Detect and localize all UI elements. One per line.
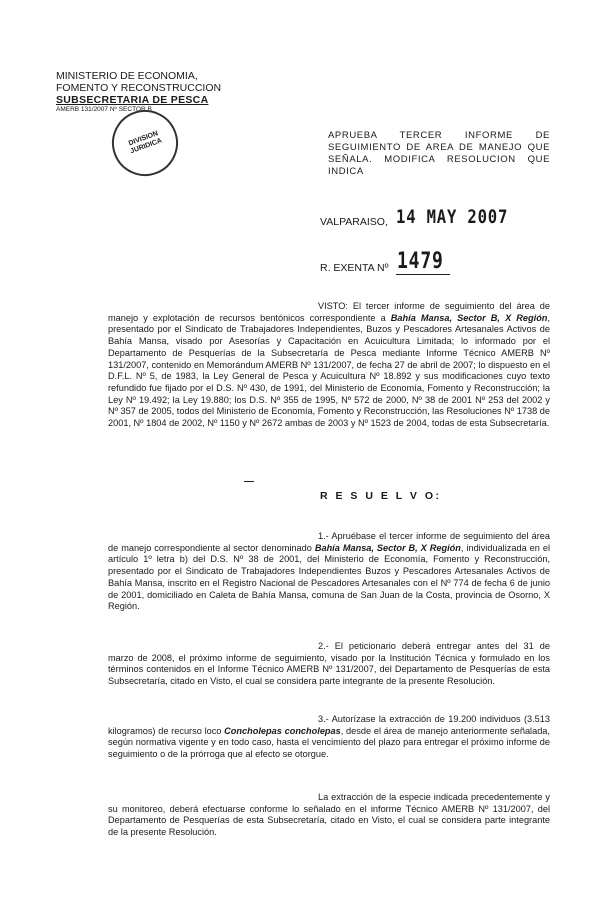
item3-species: Concholepas concholepas	[224, 725, 341, 736]
resolution-underline	[396, 274, 450, 275]
item-2	[108, 641, 550, 688]
stamp-text: DIVISION JURIDICA	[127, 130, 163, 156]
ministry-line1: MINISTERIO DE ECONOMIA,	[56, 70, 198, 82]
reference-code: AMERB 131/2007 Nº SECTOR B	[56, 106, 152, 113]
item2-text: 2.- El peticionario deberá entregar antes del 31 de marzo de 2008, el próximo informe de seguimiento, visado por la Institución Técnica y formulado en los términos contenidos en el Informe Técnico AMERB Nº 131/2007, del Departamento de Pesquerías de esta Subsecretaría, citado en Visto, el cual se considera parte integrante de la presente Resolución.	[108, 641, 550, 687]
date-stamp: 14 MAY 2007	[396, 206, 509, 228]
date-city: VALPARAISO,	[320, 216, 388, 228]
subsecretaria-name: SUBSECRETARIA DE PESCA	[56, 94, 209, 106]
subject-line1: APRUEBA TERCER INFORME DE	[328, 130, 550, 141]
item1-text-b: , individualizada en el artículo 1º letra b) del D.S. Nº 38 de 2001, del Ministerio de Economía, Fomento y Reconstrucción, presentado por el Sindicato de Trabajadores Independientes Buzos y Pescadores Artesanales Activos de Bahía Mansa, inscrito en el Registro Nacional de Pescadores Artesanales con el Nº 774 de fecha 6 de junio de 2001, domiciliado en Caleta de Bahía Mansa, comuna de San Juan de la Costa, provincia de Osorno, X Región.	[108, 542, 550, 612]
ministry-line2: FOMENTO Y RECONSTRUCCION	[56, 82, 222, 94]
resolution-label: R. EXENTA Nº	[320, 262, 389, 274]
item-3-continuation	[108, 792, 550, 839]
separator-dash	[244, 481, 254, 482]
visto-paragraph	[108, 301, 550, 430]
item-3	[108, 714, 550, 761]
item3-text-a: 3.- Autorízase la extracción de 19.200 individuos (3.513 kilogramos) de recurso loco	[108, 714, 550, 736]
visto-area: Bahía Mansa, Sector B, X Región	[390, 312, 548, 323]
item4-text: La extracción de la especie indicada precedentemente y su monitoreo, deberá efectuarse conforme lo señalado en el informe Técnico AMERB Nº 131/2007, del Departamento de Pesquerías de esta Subsecretaría, citado en Visto, el cual se considera parte integrante de la presente Resolución.	[108, 792, 550, 838]
item1-area: Bahía Mansa, Sector B, X Región	[314, 542, 461, 553]
item-1	[108, 531, 550, 613]
subject-block	[328, 130, 550, 178]
resolution-number: 1479	[397, 249, 444, 274]
visto-label: VISTO:	[318, 301, 348, 311]
subject-line4: INDICA	[328, 166, 364, 177]
item1-text-a: 1.- Apruébase el tercer informe de seguimiento del área de manejo correspondiente al sector denominado	[108, 531, 550, 553]
subject-line2: SEGUIMIENTO DE AREA DE MANEJO QUE	[328, 142, 550, 153]
visto-text-2: , presentado por el Sindicato de Trabajadores Independientes, Buzos y Pescadores Artesanales Activos de Bahía Mansa, visado por Asesorías y Capacitación en Acuicultura Limitada; lo informado por el Departamento de Pesquerías de la Subsecretaría de Pesca mediante Informe Técnico AMERB Nº 131/2007, contenido en Memorándum AMERB Nº 131/2007, de fecha 27 de abril de 2007; lo dispuesto en el D.F.L. Nº 5, de 1983, la Ley General de Pesca y Acuicultura Nº 18.892 y sus modificaciones cuyo texto refundido fue fijado por el D.S. Nº 430, de 1991, del Ministerio de Economía, Fomento y Reconstrucción; la Ley Nº 19.492; la Ley 19.880; los D.S. Nº 355 de 1995, Nº 572 de 2000, Nº 38 de 2001 Nº 253 del 2002 y Nº 357 de 2005, todos del Ministerio de Economía, Fomento y Reconstrucción, las Resoluciones Nº 1738 de 2001, Nº 1804 de 2002, Nº 1150 y Nº 2672 ambas de 2003 y Nº 1523 de 2004, todas de esta Subsecretaría.	[108, 312, 550, 429]
visto-text-1: El tercer informe de seguimiento del área de manejo y explotación de recursos bentónicos correspondiente a	[108, 301, 550, 323]
resuelvo-heading: R E S U E L V O:	[320, 490, 442, 502]
subject-line3: SEÑALA. MODIFICA RESOLUCION QUE	[328, 154, 550, 165]
ministry-header	[56, 70, 221, 114]
item3-text-b: , desde el área de manejo anteriormente señalada, según normativa vigente y en todo caso, hasta el vencimiento del plazo para entregar el próximo informe de seguimiento o de la prórroga que al efecto se otorgue.	[108, 725, 550, 760]
